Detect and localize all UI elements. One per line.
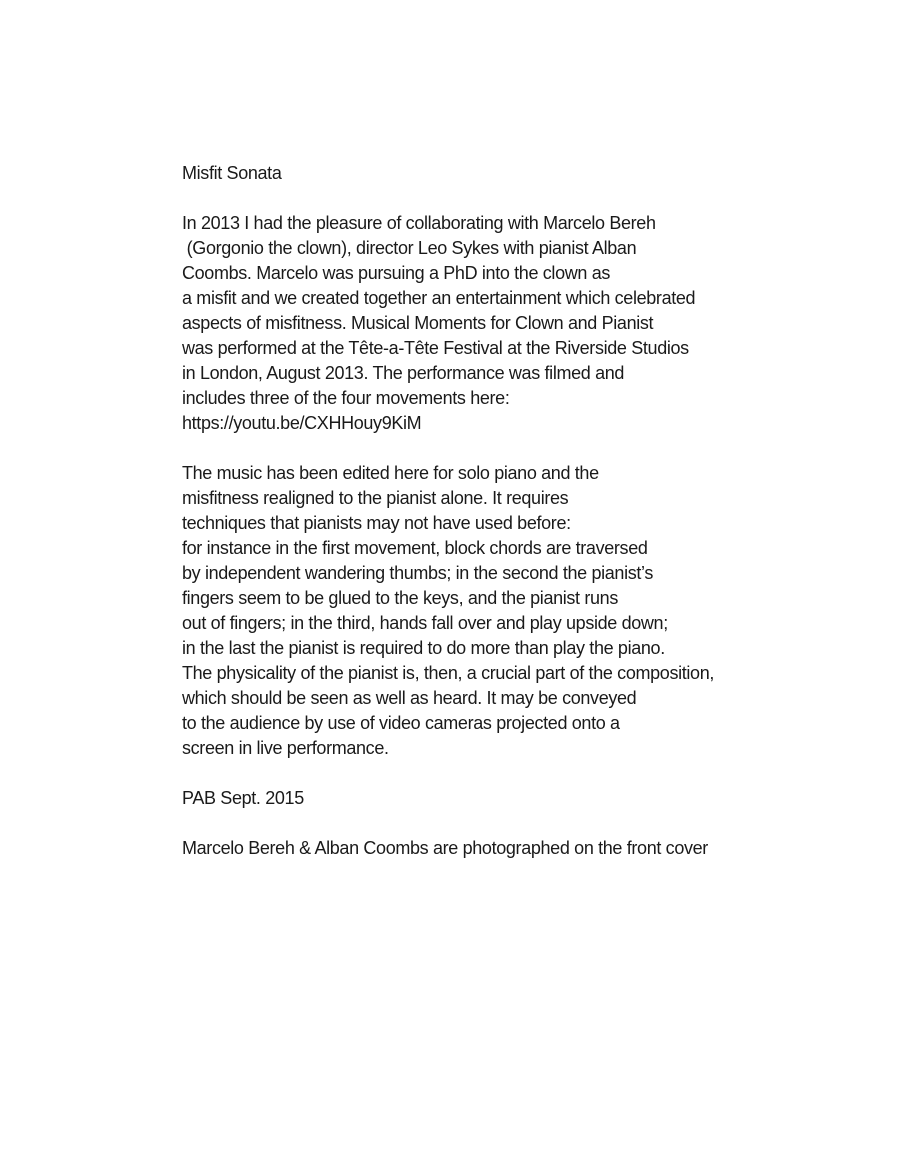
cover-photo-caption: Marcelo Bereh & Alban Coombs are photographed on the front cover [182,838,708,858]
paragraph-line: screen in live performance. [182,738,389,758]
paragraph-line: The physicality of the pianist is, then, a crucial part of the composition, [182,663,715,683]
paragraph-line: The music has been edited here for solo piano and the [182,463,599,483]
paragraph-line: (Gorgonio the clown), director Leo Sykes with pianist Alban [182,238,637,258]
spacer [182,436,882,461]
paragraph-technique [182,461,882,761]
paragraph-line: out of fingers; in the third, hands fall over and play upside down; [182,613,668,633]
paragraph-line: a misfit and we created together an entertainment which celebrated [182,288,696,308]
paragraph-line: was performed at the Tête-a-Tête Festival at the Riverside Studios [182,338,689,358]
paragraph-line: techniques that pianists may not have used before: [182,513,571,533]
paragraph-line: fingers seem to be glued to the keys, and the pianist runs [182,588,618,608]
paragraph-intro [182,211,882,436]
paragraph-line: to the audience by use of video cameras projected onto a [182,713,620,733]
document-title: Misfit Sonata [182,163,282,183]
paragraph-line: in the last the pianist is required to do more than play the piano. [182,638,665,658]
paragraph-line: includes three of the four movements here: [182,388,510,408]
spacer [182,811,882,836]
paragraph-line: Coombs. Marcelo was pursuing a PhD into the clown as [182,263,611,283]
paragraph-line: for instance in the first movement, block chords are traversed [182,538,648,558]
paragraph-line: by independent wandering thumbs; in the second the pianist’s [182,563,654,583]
video-link-text: https://youtu.be/CXHHouy9KiM [182,413,422,433]
paragraph-line: aspects of misfitness. Musical Moments for Clown and Pianist [182,313,654,333]
spacer [182,761,882,786]
paragraph-line: misfitness realigned to the pianist alone. It requires [182,488,569,508]
paragraph-line: In 2013 I had the pleasure of collaborating with Marcelo Bereh [182,213,656,233]
paragraph-line: in London, August 2013. The performance was filmed and [182,363,625,383]
paragraph-line: which should be seen as well as heard. It may be conveyed [182,688,637,708]
signature-date: PAB Sept. 2015 [182,788,304,808]
document-body [182,161,882,861]
spacer [182,186,882,211]
